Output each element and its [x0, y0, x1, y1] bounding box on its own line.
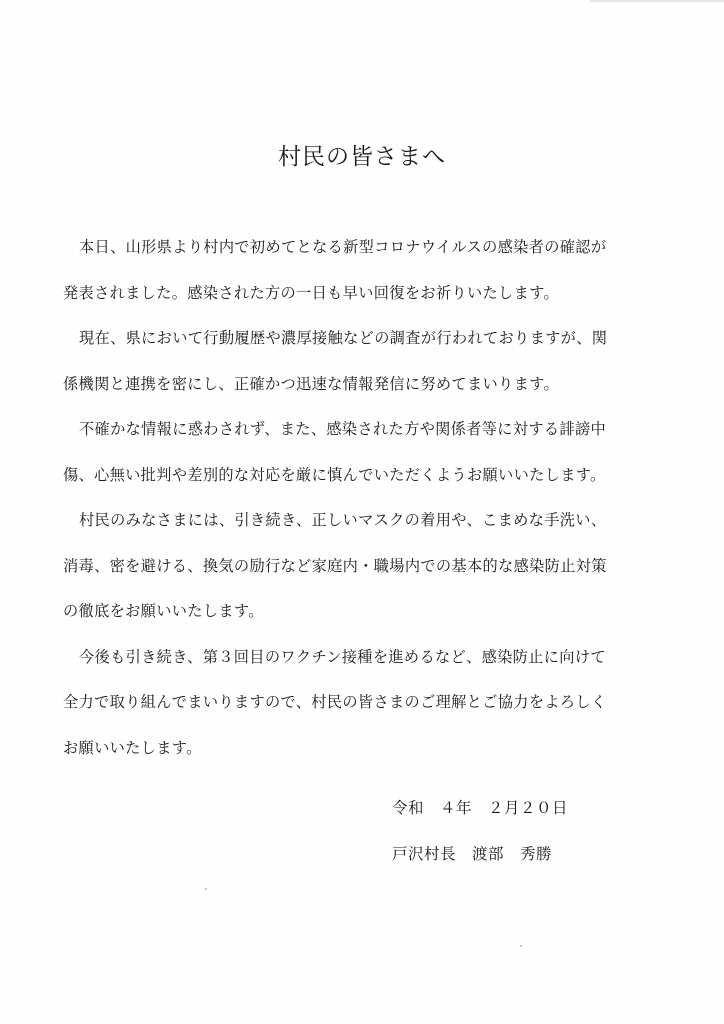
body-line: お願いいたします。 [63, 738, 202, 757]
body-line: 傷、心無い批判や差別的な対応を厳に慎んでいただくようお願いいたします。 [63, 465, 606, 484]
body-line: 全力で取り組んでまいりますので、村民の皆さまのご理解とご協力をよろしく [63, 693, 607, 711]
document-title: 村民の皆さまへ [278, 144, 446, 170]
body-line: 発表されました。感染された方の一日も早い回復をお祈りいたします。 [63, 283, 559, 302]
scan-edge-line [590, 0, 724, 2]
body-line: 本日、山形県より村内で初めてとなる新型コロナウイルスの感染者の確認が [79, 238, 607, 256]
body-line: 消毒、密を避ける、換気の励行など家庭内・職場内での基本的な感染防止対策 [63, 556, 607, 575]
body-line: 村民のみなさまには、引き続き、正しいマスクの着用や、こまめな手洗い、 [79, 511, 607, 529]
scan-speck [205, 888, 207, 890]
body-line: 係機関と連携を密にし、正確かつ迅速な情報発信に努めてまいります。 [63, 374, 559, 393]
document-signature: 戸沢村長 渡部 秀勝 [392, 845, 553, 863]
body-line: 今後も引き続き、第３回目のワクチン接種を進めるなど、感染防止に向けて [79, 647, 606, 666]
body-line: 不確かな情報に惑わされず、また、感染された方や関係者等に対する誹謗中 [79, 420, 607, 438]
document-body [63, 225, 673, 771]
scan-speck [520, 945, 522, 947]
document-date: 令和 ４年 ２月２０日 [392, 799, 569, 817]
body-line: 現在、県において行動履歴や濃厚接触などの調査が行われておりますが、関 [79, 329, 608, 347]
body-line: の徹底をお願いいたします。 [63, 602, 264, 620]
